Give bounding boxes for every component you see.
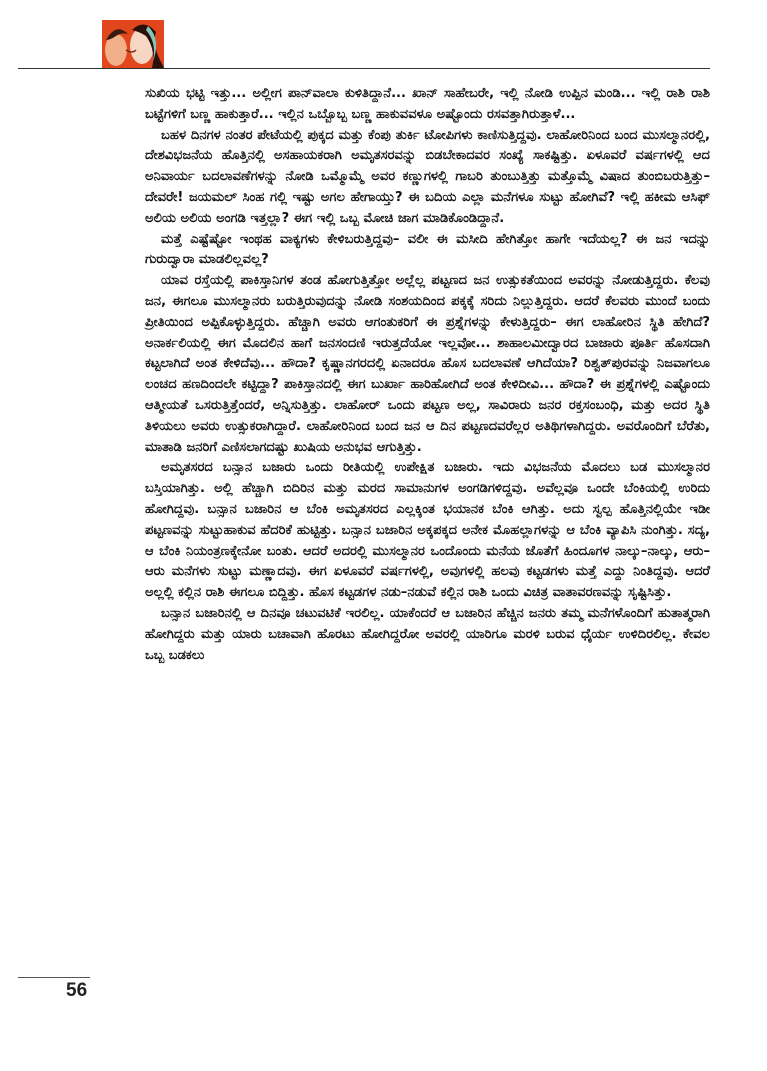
magazine-logo bbox=[102, 20, 164, 68]
header-rule bbox=[18, 68, 710, 69]
article-body bbox=[145, 84, 710, 666]
paragraph: ಸುಖಿಯ ಭಟ್ಟಿ ಇತ್ತು... ಅಲ್ಲೀಗ ಪಾನ್‌ವಾಲಾ ಕುಳಿತಿದ್ದಾನೆ... ಖಾನ್ ಸಾಹೇಬರೇ, ಇಲ್ಲಿ ನೋಡಿ ಉಪ್ಪಿನ ಮಂಡಿ... ಇಲ್ಲಿ ರಾಶಿ ರಾಶಿ ಬಟ್ಟೆಗಳಿಗೆ ಬಣ್ಣ ಹಾಕುತ್ತಾರೆ... ಇಲ್ಲಿನ ಒಬ್ಬೊಬ್ಬ ಬಣ್ಣ ಹಾಕುವವಳೂ ಅಷ್ಟೊಂದು ರಸವತ್ತಾಗಿರುತ್ತಾಳೆ... bbox=[145, 86, 710, 122]
paragraph: ಬಹಳ ದಿನಗಳ ನಂತರ ಪೇಟೆಯಲ್ಲಿ ಪುಕ್ಕದ ಮತ್ತು ಕೆಂಪು ತುರ್ಕಿ ಟೋಪಿಗಳು ಕಾಣಿಸುತ್ತಿದ್ದವು. ಲಾಹೋರಿನಿಂದ ಬಂದ ಮುಸಲ್ಮಾನರಲ್ಲಿ, ದೇಶವಿಭಜನೆಯ ಹೊತ್ತಿನಲ್ಲಿ ಅಸಹಾಯಕರಾಗಿ ಅಮೃತಸರವನ್ನು ಬಿಡಬೇಕಾದವರ ಸಂಖ್ಯೆ ಸಾಕಷ್ಟಿತ್ತು. ಏಳೂವರೆ ವರ್ಷಗಳಲ್ಲಿ ಆದ ಅನಿವಾರ್ಯ ಬದಲಾವಣೆಗಳನ್ನು ನೋಡಿ ಒಮ್ಮೊಮ್ಮೆ ಅವರ ಕಣ್ಣುಗಳಲ್ಲಿ ಗಾಬರಿ ತುಂಬುತ್ತಿತ್ತು ಮತ್ತೊಮ್ಮೆ ವಿಷಾದ ತುಂಬಿಬರುತ್ತಿತ್ತು– ದೇವರೇ! ಜಯಮಲ್ ಸಿಂಹ ಗಲ್ಲಿ ಇಷ್ಟು ಅಗಲ ಹೇಗಾಯ್ತು? ಈ ಬದಿಯ ಎಲ್ಲಾ ಮನೆಗಳೂ ಸುಟ್ಟು ಹೋಗಿವೆ? ಇಲ್ಲಿ ಹಕೀಮ ಆಸಿಫ್ ಅಲಿಯ ಅಲಿಯ ಅಂಗಡಿ ಇತ್ತಲ್ಲಾ? ಈಗ ಇಲ್ಲಿ ಒಬ್ಬ ಮೋಚಿ ಜಾಗ ಮಾಡಿಕೊಂಡಿದ್ದಾನೆ. bbox=[145, 127, 710, 226]
page-number: 56 bbox=[66, 980, 88, 1001]
paragraph: ಮತ್ತೆ ಎಷ್ಟೆಷ್ಟೋ ಇಂಥಹ ವಾಕ್ಯಗಳು ಕೇಳಿಬರುತ್ತಿದ್ದವು– ವಲೀ ಈ ಮಸೀದಿ ಹೇಗಿತ್ತೋ ಹಾಗೇ ಇದೆಯಲ್ಲ? ಈ ಜನ ಇದನ್ನು ಗುರುದ್ವಾರಾ ಮಾಡಲಿಲ್ಲವಲ್ಲ? bbox=[145, 231, 710, 268]
paragraph: ಬನ್ಸಾನ ಬಜಾರಿನಲ್ಲಿ ಆ ದಿನವೂ ಚಟುವಟಿಕೆ ಇರಲಿಲ್ಲ. ಯಾಕೆಂದರೆ ಆ ಬಜಾರಿನ ಹೆಚ್ಚಿನ ಜನರು ತಮ್ಮ ಮನೆಗಳೊಂದಿಗೆ ಹುತಾತ್ಮರಾಗಿ ಹೋಗಿದ್ದರು ಮತ್ತು ಯಾರು ಬಚಾವಾಗಿ ಹೊರಟು ಹೋಗಿದ್ದರೋ ಅವರಲ್ಲಿ ಯಾರಿಗೂ ಮರಳಿ ಬರುವ ಧೈರ್ಯ ಉಳಿದಿರಲಿಲ್ಲ. ಕೇವಲ ಒಬ್ಬ ಬಡಕಲು bbox=[145, 605, 710, 663]
faces-illustration-icon bbox=[102, 20, 164, 68]
paragraph: ಯಾವ ರಸ್ತೆಯಲ್ಲಿ ಪಾಕಿಸ್ತಾನಿಗಳ ತಂಡ ಹೋಗುತ್ತಿತ್ತೋ ಅಲ್ಲೆಲ್ಲ ಪಟ್ಟಣದ ಜನ ಉತ್ಸುಕತೆಯಿಂದ ಅವರನ್ನು ನೋಡುತ್ತಿದ್ದರು. ಕೆಲವು ಜನ, ಈಗಲೂ ಮುಸಲ್ಮಾನರು ಬರುತ್ತಿರುವುದನ್ನು ನೋಡಿ ಸಂಶಯದಿಂದ ಪಕ್ಕಕ್ಕೆ ಸರಿದು ನಿಲ್ಲುತ್ತಿದ್ದರು. ಆದರೆ ಕೆಲವರು ಮುಂದೆ ಬಂದು ಪ್ರೀತಿಯಿಂದ ಅಪ್ಪಿಕೊಳ್ಳುತ್ತಿದ್ದರು. ಹೆಚ್ಚಾಗಿ ಅವರು ಆಗಂತುಕರಿಗೆ ಈ ಪ್ರಶ್ನೆಗಳನ್ನು ಕೇಳುತ್ತಿದ್ದರು– ಈಗ ಲಾಹೋರಿನ ಸ್ಥಿತಿ ಹೇಗಿದೆ? ಅನಾರ್ಕಲಿಯಲ್ಲಿ ಈಗ ಮೊದಲಿನ ಹಾಗೆ ಜನಸಂದಣಿ ಇರುತ್ತದೆಯೋ ಇಲ್ಲವೋ... ಶಾಹಾಲಮೀದ್ವಾರದ ಬಾಜಾರು ಪೂರ್ತಿ ಹೊಸದಾಗಿ ಕಟ್ಟಲಾಗಿದೆ ಅಂತ ಕೇಳಿದೆವು... ಹೌದಾ? ಕೃಷ್ಣಾನಗರದಲ್ಲಿ ಏನಾದರೂ ಹೊಸ ಬದಲಾವಣೆ ಆಗಿದೆಯಾ? ರಿಶ್ವತ್‌ಪುರವನ್ನು ನಿಜವಾಗಲೂ ಲಂಚದ ಹಣದಿಂದಲೇ ಕಟ್ಟಿದ್ದಾ? ಪಾಕಿಸ್ತಾನದಲ್ಲಿ ಈಗ ಬುರ್ಖಾ ಹಾರಿಹೋಗಿದೆ ಅಂತ ಕೇಳಿದೀವಿ... ಹೌದಾ? ಈ ಪ್ರಶ್ನೆಗಳಲ್ಲಿ ಎಷ್ಟೊಂದು ಆತ್ಮೀಯತೆ ಒಸರುತ್ತಿತ್ತೆಂದರೆ, ಅನ್ನಿಸುತ್ತಿತ್ತು. ಲಾಹೋರ್ ಒಂದು ಪಟ್ಟಣ ಅಲ್ಲ, ಸಾವಿರಾರು ಜನರ ರಕ್ತಸಂಬಂಧಿ, ಮತ್ತು ಅದರ ಸ್ಥಿತಿ ತಿಳಿಯಲು ಅವರು ಉತ್ಸುಕರಾಗಿದ್ದಾರೆ. ಲಾಹೋರಿನಿಂದ ಬಂದ ಜನ ಆ ದಿನ ಪಟ್ಟಣದವರೆಲ್ಲರ ಅತಿಥಿಗಳಾಗಿದ್ದರು. ಅವರೊಂದಿಗೆ ಬೆರೆತು, ಮಾತಾಡಿ ಜನರಿಗೆ ಎಣಿಸಲಾಗದಷ್ಟು ಖುಷಿಯ ಅನುಭವ ಆಗುತ್ತಿತ್ತು. bbox=[145, 273, 710, 455]
footer-rule bbox=[18, 977, 90, 978]
paragraph: ಅಮೃತಸರದ ಬನ್ಸಾನ ಬಜಾರು ಒಂದು ರೀತಿಯಲ್ಲಿ ಉಪೇಕ್ಷಿತ ಬಜಾರು. ಇದು ವಿಭಜನೆಯ ಮೊದಲು ಬಡ ಮುಸಲ್ಮಾನರ ಬಸ್ತಿಯಾಗಿತ್ತು. ಅಲ್ಲಿ ಹೆಚ್ಚಾಗಿ ಬಿದಿರಿನ ಮತ್ತು ಮರದ ಸಾಮಾನುಗಳ ಅಂಗಡಿಗಳಿದ್ದವು. ಅವೆಲ್ಲವೂ ಒಂದೇ ಬೆಂಕಿಯಲ್ಲಿ ಉರಿದು ಹೋಗಿದ್ದವು. ಬನ್ಸಾನ ಬಜಾರಿನ ಆ ಬೆಂಕಿ ಅಮೃತಸರದ ಎಲ್ಲಕ್ಕಿಂತ ಭಯಾನಕ ಬೆಂಕಿ ಆಗಿತ್ತು. ಅದು ಸ್ವಲ್ಪ ಹೊತ್ತಿನಲ್ಲಿಯೇ ಇಡೀ ಪಟ್ಟಣವನ್ನು ಸುಟ್ಟುಹಾಕುವ ಹೆದರಿಕೆ ಹುಟ್ಟಿತ್ತು. ಬನ್ಸಾನ ಬಜಾರಿನ ಅಕ್ಕಪಕ್ಕದ ಅನೇಕ ಮೊಹಲ್ಲಾಗಳನ್ನು ಆ ಬೆಂಕಿ ವ್ಯಾಪಿಸಿ ನುಂಗಿತ್ತು. ಸದ್ಯ, ಆ ಬೆಂಕಿ ನಿಯಂತ್ರಣಕ್ಕೇನೋ ಬಂತು. ಆದರೆ ಅದರಲ್ಲಿ ಮುಸಲ್ಮಾನರ ಒಂದೊಂದು ಮನೆಯ ಜೊತೆಗೆ ಹಿಂದೂಗಳ ನಾಲ್ಕು–ನಾಲ್ಕು, ಆರು–ಆರು ಮನೆಗಳು ಸುಟ್ಟು ಮಣ್ಣಾದವು. ಈಗ ಏಳೂವರೆ ವರ್ಷಗಳಲ್ಲಿ, ಅವುಗಳಲ್ಲಿ ಹಲವು ಕಟ್ಟಡಗಳು ಮತ್ತೆ ಎದ್ದು ನಿಂತಿದ್ದವು. ಆದರೆ ಅಲ್ಲಲ್ಲಿ ಕಲ್ಲಿನ ರಾಶಿ ಈಗಲೂ ಬಿದ್ದಿತ್ತು. ಹೊಸ ಕಟ್ಟಡಗಳ ನಡು–ನಡುವೆ ಕಲ್ಲಿನ ರಾಶಿ ಒಂದು ವಿಚಿತ್ರ ವಾತಾವರಣವನ್ನು ಸೃಷ್ಟಿಸಿತ್ತು. bbox=[145, 460, 710, 601]
